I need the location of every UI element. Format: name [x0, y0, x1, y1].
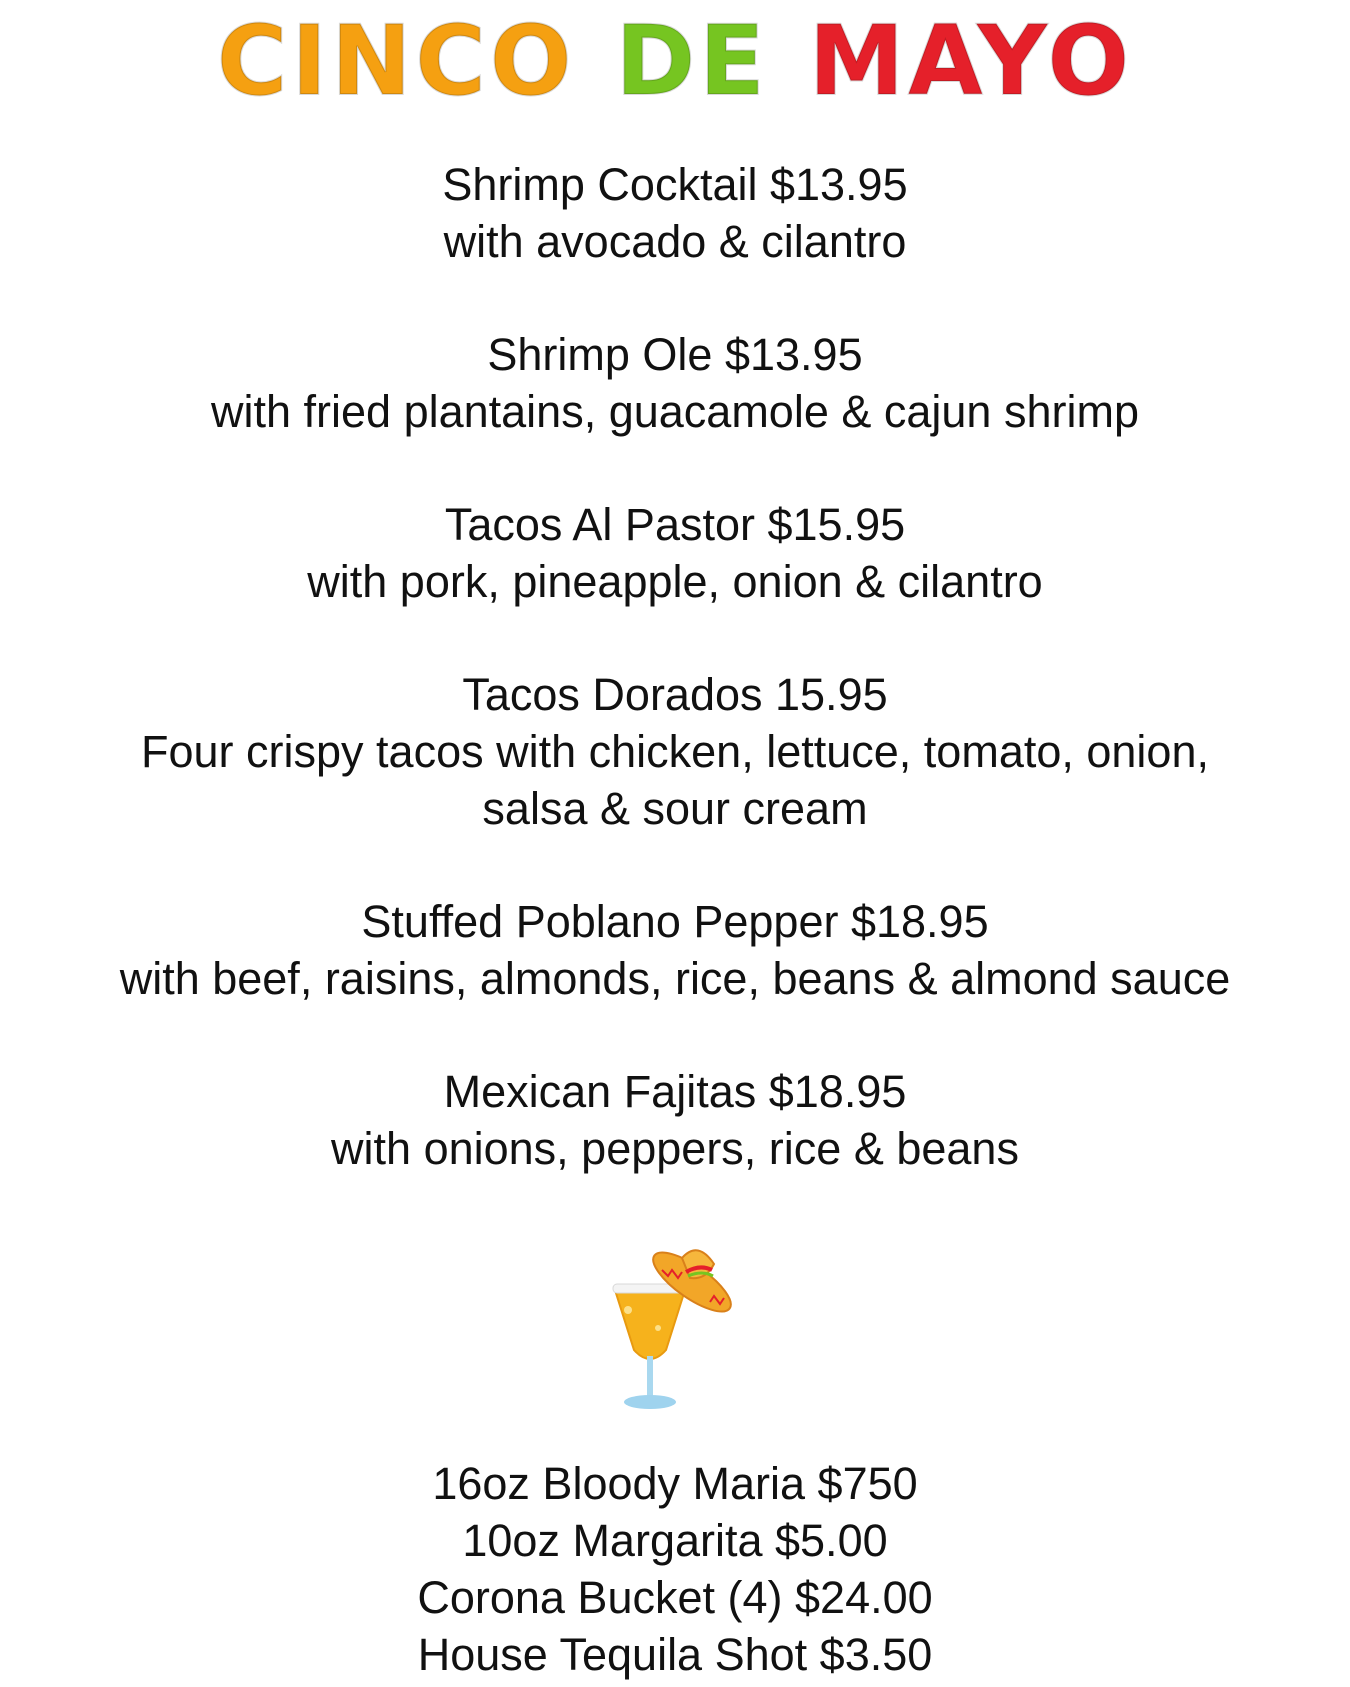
margarita-sombrero-icon: [610, 1240, 740, 1415]
food-menu: [0, 156, 1350, 1233]
drink-item: House Tequila Shot $3.50: [417, 1629, 933, 1680]
menu-item-name: Shrimp Cocktail $13.95: [442, 159, 908, 210]
drink-item: Corona Bucket (4) $24.00: [417, 1572, 933, 1623]
menu-item-description: with onions, peppers, rice & beans: [331, 1123, 1019, 1174]
menu-item-name: Shrimp Ole $13.95: [487, 329, 863, 380]
menu-item-name: Mexican Fajitas $18.95: [443, 1066, 907, 1117]
page-title: [0, 6, 1350, 116]
title-word-cinco: CINCO: [216, 5, 576, 117]
menu-item-description: Four crispy tacos with chicken, lettuce, tomato, onion,: [141, 726, 1209, 777]
menu-item-tacos-dorados: [0, 666, 1350, 837]
menu-item-name: Tacos Al Pastor $15.95: [444, 499, 906, 550]
menu-item-stuffed-poblano: [0, 893, 1350, 1007]
menu-item-tacos-al-pastor: [0, 496, 1350, 610]
drink-item: 10oz Margarita $5.00: [462, 1515, 888, 1566]
menu-item-name: Tacos Dorados 15.95: [462, 669, 888, 720]
drink-item: 16oz Bloody Maria $750: [432, 1458, 918, 1509]
menu-item-description: with pork, pineapple, onion & cilantro: [307, 556, 1043, 607]
menu-item-description: with fried plantains, guacamole & cajun shrimp: [211, 386, 1139, 437]
menu-item-mexican-fajitas: [0, 1063, 1350, 1177]
menu-item-name: Stuffed Poblano Pepper $18.95: [361, 896, 989, 947]
drinks-menu: [0, 1455, 1350, 1683]
menu-item-description: with beef, raisins, almonds, rice, beans & almond sauce: [119, 953, 1231, 1004]
menu-item-description: with avocado & cilantro: [443, 216, 907, 267]
menu-item-shrimp-cocktail: [0, 156, 1350, 270]
menu-item-description-cont: salsa & sour cream: [482, 783, 868, 834]
menu-item-shrimp-ole: [0, 326, 1350, 440]
title-word-de: DE: [615, 5, 769, 117]
title-word-mayo: MAYO: [808, 5, 1134, 117]
